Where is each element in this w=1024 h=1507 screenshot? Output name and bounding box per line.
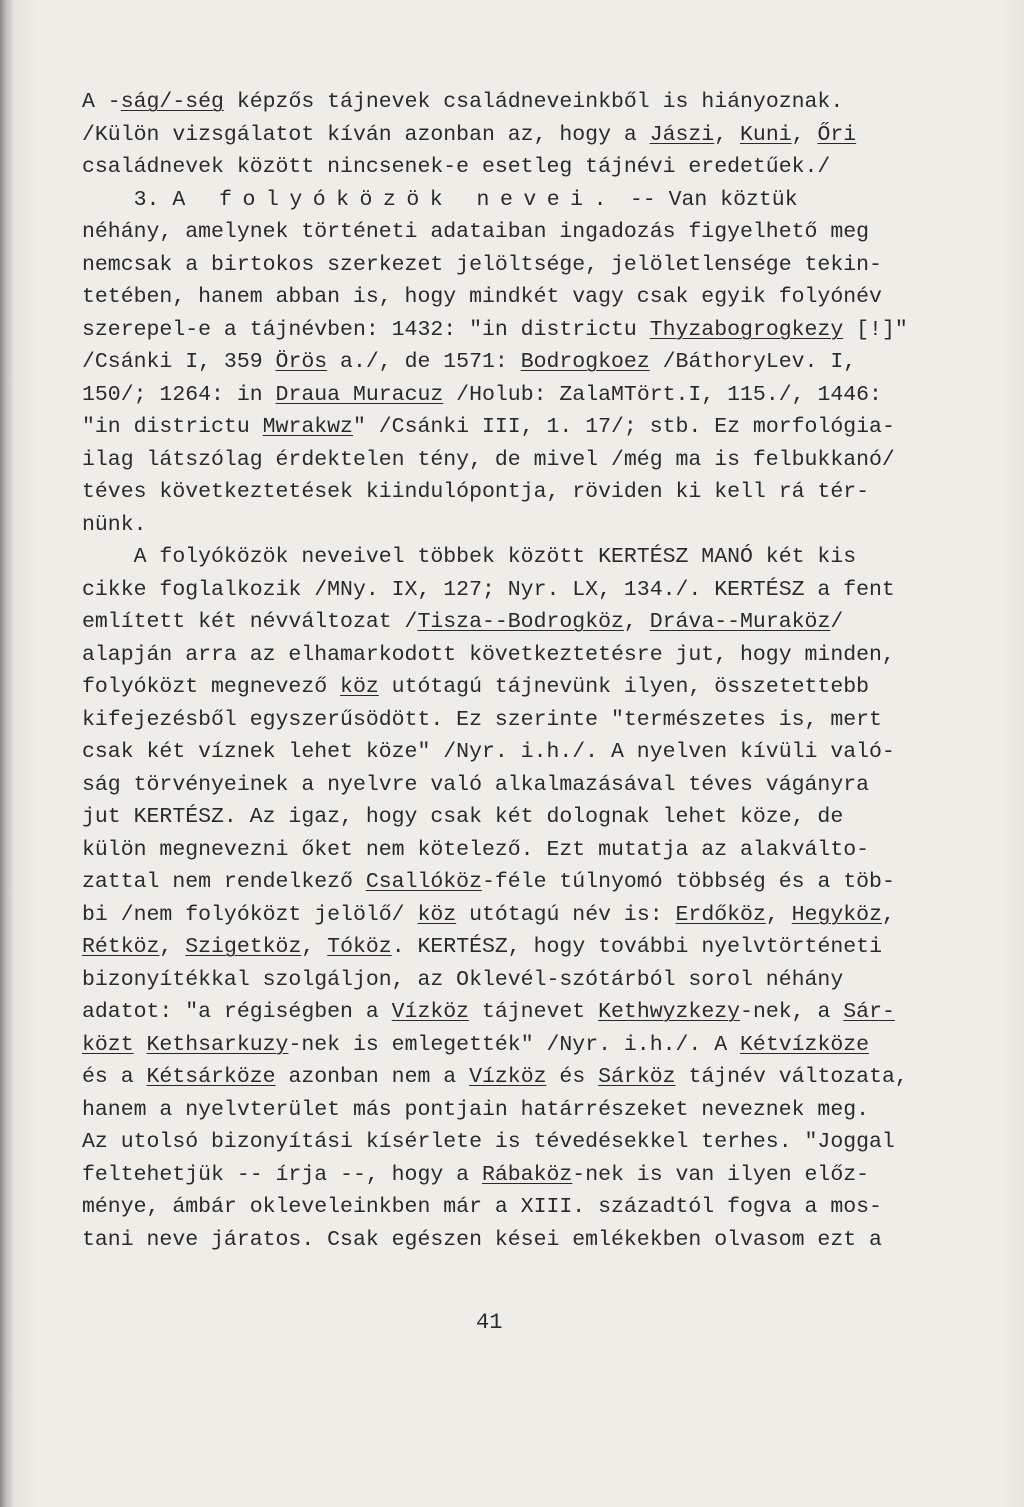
underlined-term: Vízköz — [391, 1000, 470, 1024]
text-segment: nemcsak a birtokos szerkezet jelöltsége, jelöletlensége tekin- — [82, 252, 882, 277]
text-line — [82, 1029, 932, 1062]
text-line — [82, 704, 932, 737]
text-line — [82, 639, 932, 672]
text-segment: /Csánki I, 359 — [82, 350, 276, 374]
underlined-term: Rétköz — [82, 935, 160, 959]
text-segment: . KERTÉSZ, hogy további nyelvtörténeti — [391, 935, 882, 959]
underlined-term: Kétvízköze — [740, 1032, 870, 1057]
underlined-term: Rábaköz — [481, 1162, 573, 1187]
text-line — [82, 216, 932, 249]
underlined-term: Sár- — [843, 1000, 895, 1024]
text-line — [82, 151, 932, 184]
text-line — [82, 931, 932, 964]
underlined-term: közt — [82, 1032, 134, 1057]
text-segment: kifejezésből egyszerűsödött. Ez szerinte "természetes is, mert — [82, 707, 882, 732]
text-line — [82, 1191, 932, 1224]
text-segment: ilag látszólag érdektelen tény, de mivel /még ma is felbukkanó/ — [82, 447, 895, 472]
text-segment: -nek is emlegették" /Nyr. i.h./. A — [288, 1032, 741, 1057]
text-segment: családnevek között nincsenek-e esetleg tájnévi eredetűek./ — [82, 155, 831, 179]
spaced-heading: A folyóközök nevei. — [172, 187, 617, 212]
body-text — [82, 86, 932, 1256]
text-segment: alapján arra az elhamarkodott következtetésre jut, hogy minden, — [82, 642, 895, 667]
text-segment: A folyóközök neveivel többek között KERTÉSZ MANÓ két kis — [82, 545, 857, 569]
text-line — [82, 736, 932, 769]
text-line — [82, 1094, 932, 1127]
underlined-term: Erdőköz — [675, 902, 766, 927]
text-line — [82, 314, 932, 347]
text-segment: A - — [82, 90, 121, 114]
text-line — [82, 444, 932, 477]
text-line — [82, 1126, 932, 1159]
text-segment: néhány, amelynek történeti adataiban ingadozás figyelhető meg — [82, 220, 870, 244]
text-line — [82, 866, 932, 899]
text-line — [82, 834, 932, 867]
text-segment: cikke foglalkozik /MNy. IX, 127; Nyr. LX, 134./. KERTÉSZ a fent — [82, 577, 895, 602]
text-segment: , — [623, 610, 650, 634]
underlined-term: Tóköz — [327, 935, 392, 959]
text-line — [82, 509, 932, 542]
text-line — [82, 119, 932, 152]
underlined-term: ság/-ség — [120, 90, 224, 114]
text-segment: bi /nem folyóközt jelölő/ — [82, 902, 418, 927]
underlined-term: Kethsarkuzy — [146, 1032, 289, 1057]
text-segment: ménye, ámbár okleveleinkben már a XIII. századtól fogva a mos- — [82, 1195, 882, 1219]
underlined-term: Sárköz — [598, 1065, 676, 1089]
text-line — [82, 476, 932, 509]
text-segment: bizonyítékkal szolgáljon, az Oklevél-szótárból sorol néhány — [82, 967, 844, 992]
text-segment: , — [791, 122, 818, 147]
text-segment: és — [546, 1065, 599, 1089]
text-line — [82, 379, 932, 412]
underlined-term: Örös — [275, 350, 328, 374]
text-segment: , — [765, 902, 792, 927]
text-segment: folyóközt megnevező — [82, 675, 341, 699]
text-segment: téves következtetések kiindulópontja, röviden ki kell rá tér- — [82, 480, 870, 504]
text-segment: " /Csánki III, 1. 17/; stb. Ez morfológia- — [352, 415, 895, 439]
text-segment: , — [301, 935, 328, 959]
text-segment: , — [159, 935, 186, 959]
text-line — [82, 1061, 932, 1094]
text-segment: , — [714, 122, 741, 147]
text-line — [82, 671, 932, 704]
text-segment: tájnevet — [469, 1000, 599, 1024]
text-segment: / — [830, 610, 844, 634]
text-segment: a./, de 1571: — [327, 350, 521, 374]
text-segment: utótagú név is: — [456, 902, 676, 927]
underlined-term: Thyzabogrogkezy — [649, 317, 844, 342]
text-segment: Az utolsó bizonyítási kísérlete is tévedésekkel terhes. "Joggal — [82, 1130, 895, 1154]
text-line — [82, 769, 932, 802]
underlined-term: Kethwyzkezy — [598, 1000, 741, 1024]
underlined-term: Mwrakwz — [262, 415, 353, 439]
text-segment: azonban nem a — [275, 1065, 470, 1089]
text-segment: , — [882, 902, 895, 927]
text-segment: képzős tájnevek családneveinkből is hiányoznak. — [223, 90, 844, 114]
underlined-term: Jászi — [649, 122, 715, 147]
underlined-term: Kuni — [740, 122, 792, 147]
text-segment: és a — [82, 1065, 147, 1089]
underlined-term: Csallóköz — [365, 870, 482, 894]
underlined-term: Dráva--Muraköz — [649, 610, 831, 634]
text-segment: utótagú tájnevünk ilyen, összetettebb — [378, 675, 870, 699]
underlined-term: Szigetköz — [185, 935, 302, 959]
text-segment: külön megnevezni őket nem kötelező. Ezt mutatja az alakválto- — [82, 837, 870, 862]
text-line — [82, 249, 932, 282]
text-segment: -nek, a — [740, 1000, 844, 1024]
text-segment: /BáthoryLev. I, — [649, 350, 857, 374]
text-segment: /Külön vizsgálatot kíván azonban az, hogy a — [82, 122, 650, 147]
underlined-term: Draua Muracuz — [275, 382, 444, 407]
underlined-term: Bodrogkoez — [520, 350, 650, 374]
text-segment: csak két víznek lehet köze" /Nyr. i.h./. A nyelven kívüli való- — [82, 740, 895, 764]
text-segment: -- Van köztük — [616, 187, 798, 212]
text-segment: szerepel-e a tájnévben: 1432: "in districtu — [82, 317, 650, 342]
text-segment: -nek is van ilyen előz- — [572, 1162, 870, 1187]
underlined-term: Tisza--Bodrogköz — [417, 610, 624, 634]
text-line — [82, 606, 932, 639]
text-segment: 3. — [82, 187, 173, 212]
text-line — [82, 1159, 932, 1192]
underlined-term: Kétsárköze — [146, 1065, 276, 1089]
text-line — [82, 964, 932, 997]
text-line — [82, 86, 932, 119]
text-segment: -féle túlnyomó többség és a töb- — [481, 870, 895, 894]
text-segment: [!]" — [843, 317, 908, 342]
underlined-term: Őri — [817, 122, 857, 147]
text-segment: /Holub: ZalaMTört.I, 115./, 1446: — [443, 382, 882, 407]
text-segment — [134, 1033, 147, 1057]
underlined-term: köz — [417, 902, 457, 927]
text-line — [82, 1224, 932, 1257]
text-segment: zattal nem rendelkező — [82, 870, 366, 894]
underlined-term: Vízköz — [469, 1065, 547, 1089]
text-segment: nünk. — [82, 512, 147, 537]
underlined-term: Hegyköz — [791, 902, 882, 927]
text-segment: tájnév változata, — [675, 1065, 908, 1089]
text-line — [82, 541, 932, 574]
text-line — [82, 574, 932, 607]
text-segment: hanem a nyelvterület más pontjain határrészeket neveznek meg. — [82, 1097, 870, 1122]
text-segment: feltehetjük -- írja --, hogy a — [82, 1162, 482, 1187]
text-line — [82, 281, 932, 314]
text-segment: tani neve járatos. Csak egészen kései emlékekben olvasom ezt a — [82, 1227, 882, 1252]
text-segment: 150/; 1264: in — [82, 382, 276, 407]
text-line — [82, 411, 932, 444]
text-segment: jut KERTÉSZ. Az igaz, hogy csak két dolognak lehet köze, de — [82, 805, 844, 829]
text-segment: tetében, hanem abban is, hogy mindkét vagy csak egyik folyónév — [82, 285, 882, 309]
page-number: 41 — [476, 1310, 503, 1335]
text-segment: említett két névváltozat / — [82, 610, 418, 634]
text-segment: adatot: "a régiségben a — [82, 1000, 392, 1024]
text-segment: "in districtu — [82, 415, 263, 439]
text-line — [82, 899, 932, 932]
text-line — [82, 996, 932, 1029]
text-line — [82, 346, 932, 379]
text-line — [82, 184, 932, 217]
text-segment: ság törvényeinek a nyelvre való alkalmazásával téves vágányra — [82, 772, 870, 797]
text-line — [82, 801, 932, 834]
underlined-term: köz — [340, 675, 379, 699]
